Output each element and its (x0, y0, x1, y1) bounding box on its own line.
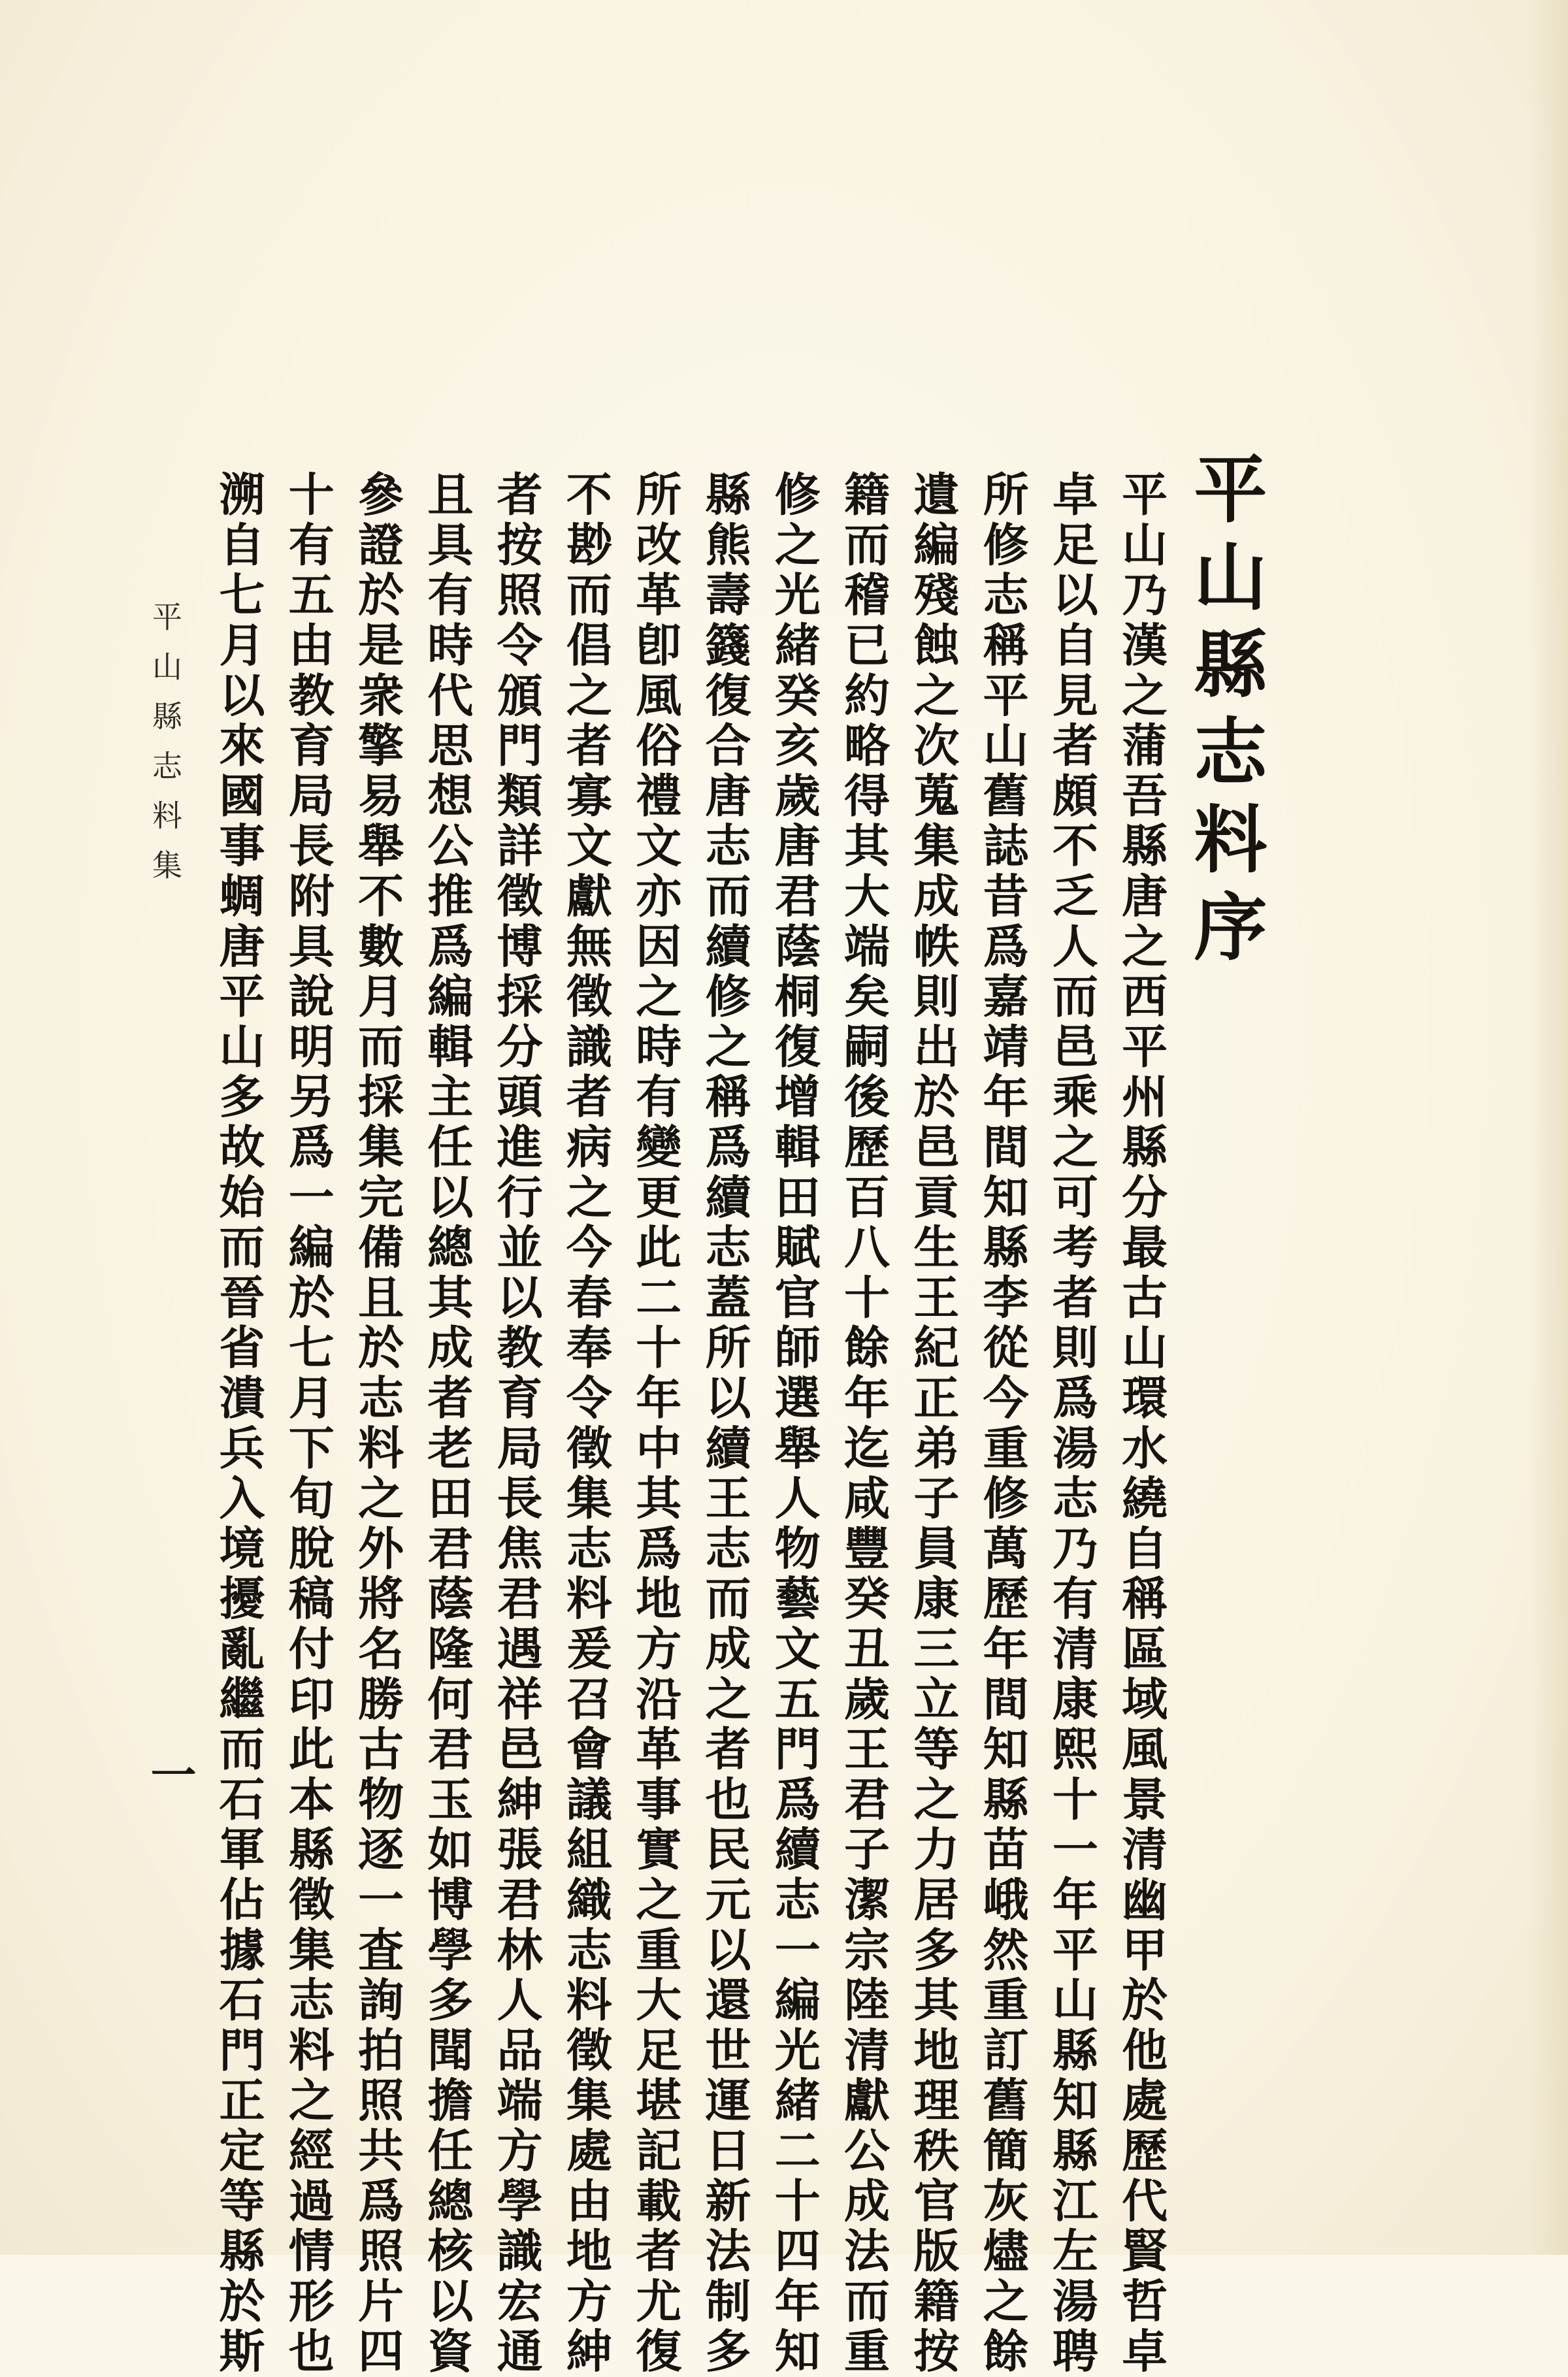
main-text-block (212, 451, 1267, 2377)
text-column-4: 遺編殘蝕之次蒐集成帙則出於邑貢生王紀正弟子員康三立等之力居多其地理秩官版籍按 (906, 470, 960, 2377)
page-edge-shadow (1529, 0, 1568, 2255)
text-column-1: 平山乃漢之蒲吾縣唐之西平州縣分最古山環水繞自稱區域風景清幽甲於他處歷代賢哲卓 (1114, 470, 1169, 2377)
text-column-7: 縣熊壽籛復合唐志而續修之稱爲續志蓋所以續王志而成之者也民元以還世運日新法制多 (697, 470, 752, 2377)
text-column-5: 籍而稽已約略得其大端矣嗣後歷百八十餘年迄咸豐癸丑歲王君子潔宗陸清獻公成法而重 (836, 470, 891, 2377)
text-column-8: 所改革卽風俗禮文亦因之時有變更此二十年中其爲地方沿革事實之重大足堪記載者尤復 (628, 470, 683, 2377)
text-column-10: 者按照令頒門類詳徵博採分頭進行並以教育局長焦君遇祥邑紳張君林人品端方學識宏通 (489, 470, 544, 2377)
text-column-12: 參證於是衆擎易舉不數月而採集完備且於志料之外將名勝古物逐一査詢拍照共爲照片四 (350, 470, 405, 2377)
page-number: 一 (143, 1751, 197, 1797)
margin-book-title: 平山縣志料集 (148, 601, 183, 899)
text-column-11: 且具有時代思想公推爲編輯主任以總其成者老田君蔭隆何君玉如博學多聞擔任總核以資 (419, 470, 474, 2377)
text-column-6: 修之光緒癸亥歲唐君蔭桐復增輯田賦官師選舉人物藝文五門爲續志一編光緒二十四年知 (767, 470, 822, 2377)
text-column-2: 卓足以自見者頗不乏人而邑乘之可考者則爲湯志乃有清康熙十一年平山縣知縣江左湯聘 (1045, 470, 1100, 2377)
text-column-13: 十有五由教育局長附具說明另爲一編於七月下旬脫稿付印此本縣徵集志料之經過情形也 (281, 470, 336, 2377)
text-column-3: 所修志稱平山舊誌昔爲嘉靖年間知縣李從今重修萬歷年間知縣苗峨然重訂舊簡灰燼之餘 (975, 470, 1030, 2377)
text-column-14: 溯自七月以來國事蜩唐平山多故始而晉省潰兵入境擾亂繼而石軍佔據石門正定等縣於斯 (212, 470, 266, 2377)
document-title: 平山縣志料序 (1181, 451, 1267, 976)
text-column-9: 不尠而倡之者寡文獻無徵識者病之今春奉令徵集志料爰召會議組織志料徵集處由地方紳 (559, 470, 613, 2377)
